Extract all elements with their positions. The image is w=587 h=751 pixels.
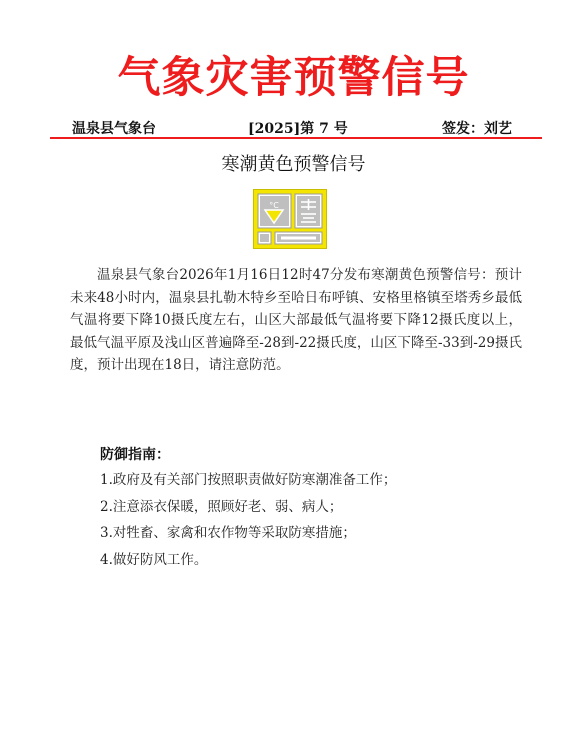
- issuer-label: 温泉县气象台: [72, 121, 156, 137]
- document-number: [2025]第 7 号: [248, 121, 348, 137]
- guidance-item: 2.注意添衣保暖，照顾好老、弱、病人；: [100, 498, 343, 515]
- guidance-item: 1.政府及有关部门按照职责做好防寒潮准备工作；: [100, 472, 397, 488]
- svg-text:°C: °C: [269, 201, 279, 210]
- guidance-item: 3.对牲畜、家禽和农作物等采取防寒措施；: [100, 525, 356, 541]
- guidance-heading: 防御指南：: [100, 447, 170, 463]
- notice-title: 寒潮黄色预警信号: [221, 154, 366, 175]
- header-divider: [50, 137, 542, 139]
- signatory-label: 签发：刘艺: [442, 121, 512, 137]
- document-meta-row: [72, 118, 512, 138]
- guidance-list: [100, 470, 396, 576]
- cold-wave-yellow-signal-icon: [253, 189, 327, 249]
- guidance-item: 4.做好防风工作。: [100, 551, 208, 568]
- document-header-title: 气象灾害预警信号: [117, 53, 470, 103]
- notice-body: 温泉县气象台2026年1月16日12时47分发布寒潮黄色预警信号：预计未来48小时内，温泉县扎勒木特乡至哈日布呼镇、安格里格镇至塔秀乡最低气温将要下降10摄氏度左右，山区大部最低气温将要下降12摄氏度以上，最低气温平原及浅山区普遍降至-28到-22摄氏度，山区下降至-33到-29摄氏度，预计出现在18日，请注意防范。: [70, 267, 522, 373]
